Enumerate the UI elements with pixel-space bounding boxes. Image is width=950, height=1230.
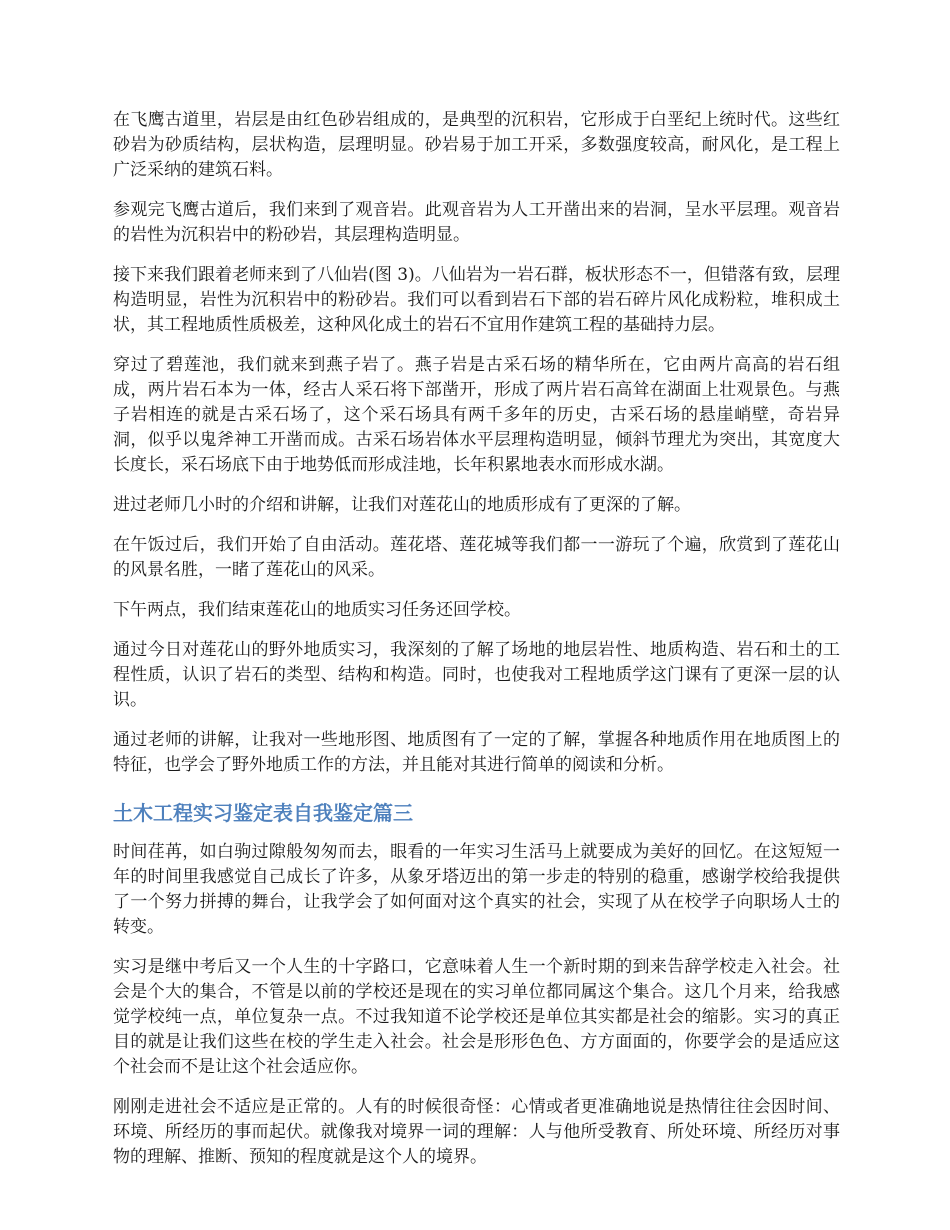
paragraph: 穿过了碧莲池，我们就来到燕子岩了。燕子岩是古采石场的精华所在，它由两片高高的岩石组成，两片岩石本为一体，经古人采石将下部凿开，形成了两片岩石高耸在湖面上壮观景色。与燕子岩相连的就是古采石场了，这个采石场具有两千多年的历史，古采石场的悬崖峭壁，奇岩异洞，似乎以鬼斧神工开凿而成。古采石场岩体水平层理构造明显，倾斜节理尤为突出，其宽度大长度长，采石场底下由于地势低而形成洼地，长年积累地表水而形成水湖。 bbox=[113, 355, 840, 475]
paragraph: 在午饭过后，我们开始了自由活动。莲花塔、莲花城等我们都一一游玩了个遍，欣赏到了莲花山的风景名胜，一睹了莲花山的风采。 bbox=[113, 535, 840, 580]
paragraph: 接下来我们跟着老师来到了八仙岩(图 3)。八仙岩为一岩石群，板状形态不一，但错落有致，层理构造明显，岩性为沉积岩中的粉砂岩。我们可以看到岩石下部的岩石碎片风化成粉粒，堆积成土状，其工程地质性质极差，这种风化成土的岩石不宜用作建筑工程的基础持力层。 bbox=[113, 265, 840, 335]
paragraph: 进过老师几小时的介绍和讲解，让我们对莲花山的地质形成有了更深的了解。 bbox=[113, 495, 691, 515]
document-page bbox=[113, 108, 840, 1185]
paragraph: 实习是继中考后又一个人生的十字路口，它意味着人生一个新时期的到来告辞学校走入社会。社会是个大的集合，不管是以前的学校还是现在的实习单位都同属这个集合。这几个月来，给我感觉学校纯一点，单位复杂一点。不过我知道不论学校还是单位其实都是社会的缩影。实习的真正目的就是让我们这些在校的学生走入社会。社会是形形色色、方方面面的，你要学会的是适应这个社会而不是让这个社会适应你。 bbox=[113, 957, 840, 1077]
paragraph: 下午两点，我们结束莲花山的地质实习任务还回学校。 bbox=[113, 600, 521, 620]
paragraph: 参观完飞鹰古道后，我们来到了观音岩。此观音岩为人工开凿出来的岩洞，呈水平层理。观音岩的岩性为沉积岩中的粉砂岩，其层理构造明显。 bbox=[113, 200, 840, 245]
paragraph: 时间荏苒，如白驹过隙般匆匆而去，眼看的一年实习生活马上就要成为美好的回忆。在这短短一年的时间里我感觉自己成长了许多，从象牙塔迈出的第一步走的特别的稳重，感谢学校给我提供了一个努力拼搏的舞台，让我学会了如何面对这个真实的社会，实现了从在校学子向职场人士的转变。 bbox=[113, 842, 840, 937]
section-heading: 土木工程实习鉴定表自我鉴定篇三 bbox=[113, 801, 413, 825]
paragraph: 刚刚走进社会不适应是正常的。人有的时候很奇怪：心情或者更准确地说是热情往往会因时间、环境、所经历的事而起伏。就像我对境界一词的理解：人与他所受教育、所处环境、所经历对事物的理解、推断、预知的程度就是这个人的境界。 bbox=[113, 1097, 840, 1167]
paragraph: 通过老师的讲解，让我对一些地形图、地质图有了一定的了解，掌握各种地质作用在地质图上的特征，也学会了野外地质工作的方法，并且能对其进行简单的阅读和分析。 bbox=[113, 730, 840, 775]
paragraph: 通过今日对莲花山的野外地质实习，我深刻的了解了场地的地层岩性、地质构造、岩石和土的工程性质，认识了岩石的类型、结构和构造。同时，也使我对工程地质学这门课有了更深一层的认识。 bbox=[113, 640, 840, 710]
paragraph: 在飞鹰古道里，岩层是由红色砂岩组成的，是典型的沉积岩，它形成于白垩纪上统时代。这些红砂岩为砂质结构，层状构造，层理明显。砂岩易于加工开采，多数强度较高，耐风化，是工程上广泛采纳的建筑石料。 bbox=[113, 110, 840, 180]
